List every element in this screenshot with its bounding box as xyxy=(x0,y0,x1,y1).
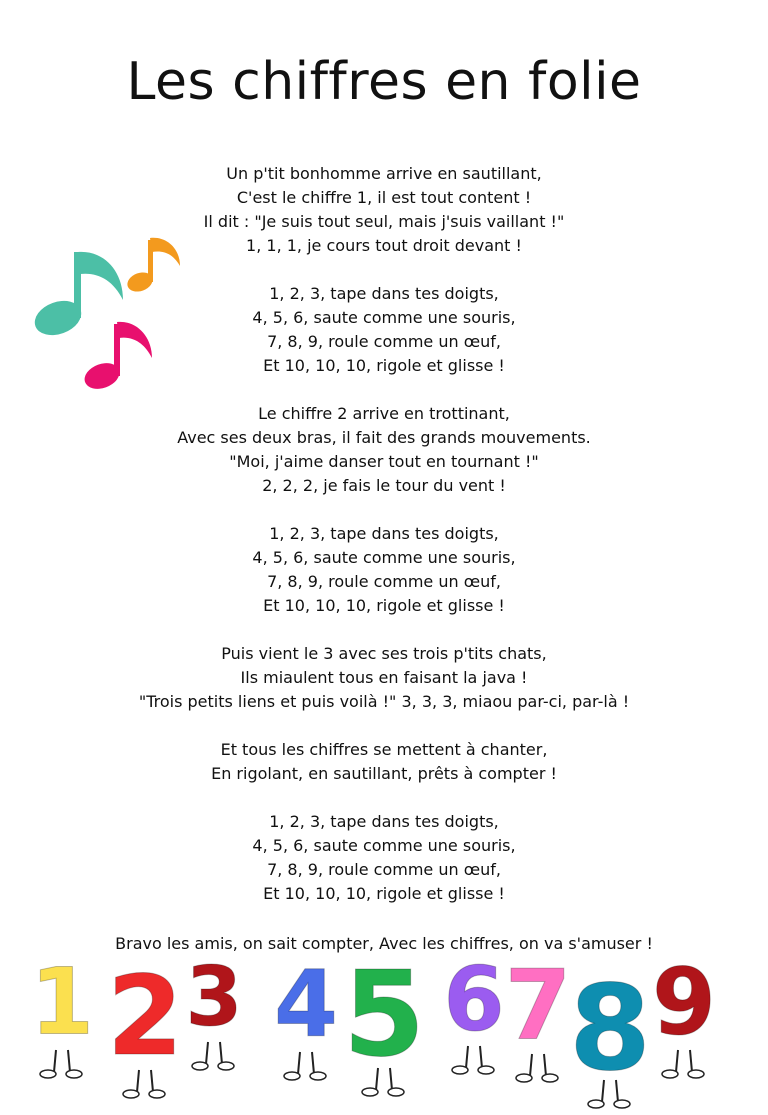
stanza xyxy=(0,282,768,378)
poem-line: 7, 8, 9, roule comme un œuf, xyxy=(267,332,501,351)
number-digit: 6 xyxy=(443,950,505,1052)
poem-line: 1, 2, 3, tape dans tes doigts, xyxy=(269,812,499,831)
poem-line: 7, 8, 9, roule comme un œuf, xyxy=(267,572,501,591)
stanza xyxy=(0,738,768,786)
number-character-5 xyxy=(343,950,425,1096)
number-digit: 5 xyxy=(342,950,426,1083)
poem-line: "Moi, j'aime danser tout en tournant !" xyxy=(229,452,539,471)
poem-line: Il dit : "Je suis tout seul, mais j'suis vaillant !" xyxy=(203,212,565,231)
shoe-icon xyxy=(688,1070,704,1078)
poem-line: 1, 2, 3, tape dans tes doigts, xyxy=(269,524,499,543)
shoe-icon xyxy=(149,1090,165,1098)
number-digit: 8 xyxy=(568,958,652,1097)
poem-line: En rigolant, en sautillant, prêts à compter ! xyxy=(211,764,557,783)
number-character-2 xyxy=(107,952,184,1098)
poem-line: C'est le chiffre 1, il est tout content ! xyxy=(236,188,532,207)
poem-line: Ils miaulent tous en faisant la java ! xyxy=(240,668,528,687)
number-character-8 xyxy=(569,959,651,1108)
shoe-icon xyxy=(542,1074,558,1082)
shoe-icon xyxy=(516,1074,532,1082)
number-character-4 xyxy=(274,950,338,1080)
shoe-icon xyxy=(192,1062,208,1070)
shoe-icon xyxy=(362,1088,378,1096)
shoe-icon xyxy=(452,1066,468,1074)
number-digit: 3 xyxy=(185,950,243,1046)
number-digit: 2 xyxy=(106,952,184,1081)
number-character-7 xyxy=(505,950,572,1082)
poem-line: Et tous les chiffres se mettent à chanter, xyxy=(220,740,548,759)
shoe-icon xyxy=(123,1090,139,1098)
poem-line: 2, 2, 2, je fais le tour du vent ! xyxy=(262,476,506,495)
poem-line: Et 10, 10, 10, rigole et glisse ! xyxy=(263,596,505,615)
stanza xyxy=(0,402,768,498)
legs-icon xyxy=(206,1042,222,1064)
poem-line: Avec ses deux bras, il fait des grands mouvements. xyxy=(177,428,591,447)
shoe-icon xyxy=(588,1100,604,1108)
stanza xyxy=(0,162,768,258)
shoe-icon xyxy=(662,1070,678,1078)
number-digit: 4 xyxy=(273,950,339,1058)
poem-line: Puis vient le 3 avec ses trois p'tits chats, xyxy=(221,644,547,663)
poem-line: 1, 2, 3, tape dans tes doigts, xyxy=(269,284,499,303)
poem-line: 4, 5, 6, saute comme une souris, xyxy=(252,836,516,855)
shoe-icon xyxy=(66,1070,82,1078)
number-character-3 xyxy=(185,950,242,1070)
outro-line: Bravo les amis, on sait compter, Avec les chiffres, on va s'amuser ! xyxy=(115,934,653,953)
number-digit: 9 xyxy=(651,950,717,1056)
shoe-icon xyxy=(40,1070,56,1078)
shoe-icon xyxy=(478,1066,494,1074)
number-digit: 1 xyxy=(29,950,95,1056)
number-digit: 7 xyxy=(504,950,572,1062)
number-character-1 xyxy=(30,950,94,1078)
dancing-numbers-decoration xyxy=(0,950,768,1115)
stanza xyxy=(0,642,768,714)
page-title: Les chiffres en folie xyxy=(126,52,642,112)
poem-line: Et 10, 10, 10, rigole et glisse ! xyxy=(263,884,505,903)
shoe-icon xyxy=(388,1088,404,1096)
poem-line: 4, 5, 6, saute comme une souris, xyxy=(252,548,516,567)
poem-line: 4, 5, 6, saute comme une souris, xyxy=(252,308,516,327)
poem-line: Le chiffre 2 arrive en trottinant, xyxy=(258,404,510,423)
poem xyxy=(0,162,768,930)
poem-line: 1, 1, 1, je cours tout droit devant ! xyxy=(246,236,522,255)
poem-line: Et 10, 10, 10, rigole et glisse ! xyxy=(263,356,505,375)
poem-line: "Trois petits liens et puis voilà !" 3, 3, 3, miaou par-ci, par-là ! xyxy=(138,692,630,711)
shoe-icon xyxy=(218,1062,234,1070)
number-character-6 xyxy=(443,950,504,1074)
shoe-icon xyxy=(284,1072,300,1080)
stanza xyxy=(0,810,768,906)
shoe-icon xyxy=(614,1100,630,1108)
shoe-icon xyxy=(310,1072,326,1080)
stanza xyxy=(0,522,768,618)
poem-line: 7, 8, 9, roule comme un œuf, xyxy=(267,860,501,879)
poem-line: Un p'tit bonhomme arrive en sautillant, xyxy=(226,164,542,183)
number-character-9 xyxy=(652,950,716,1078)
